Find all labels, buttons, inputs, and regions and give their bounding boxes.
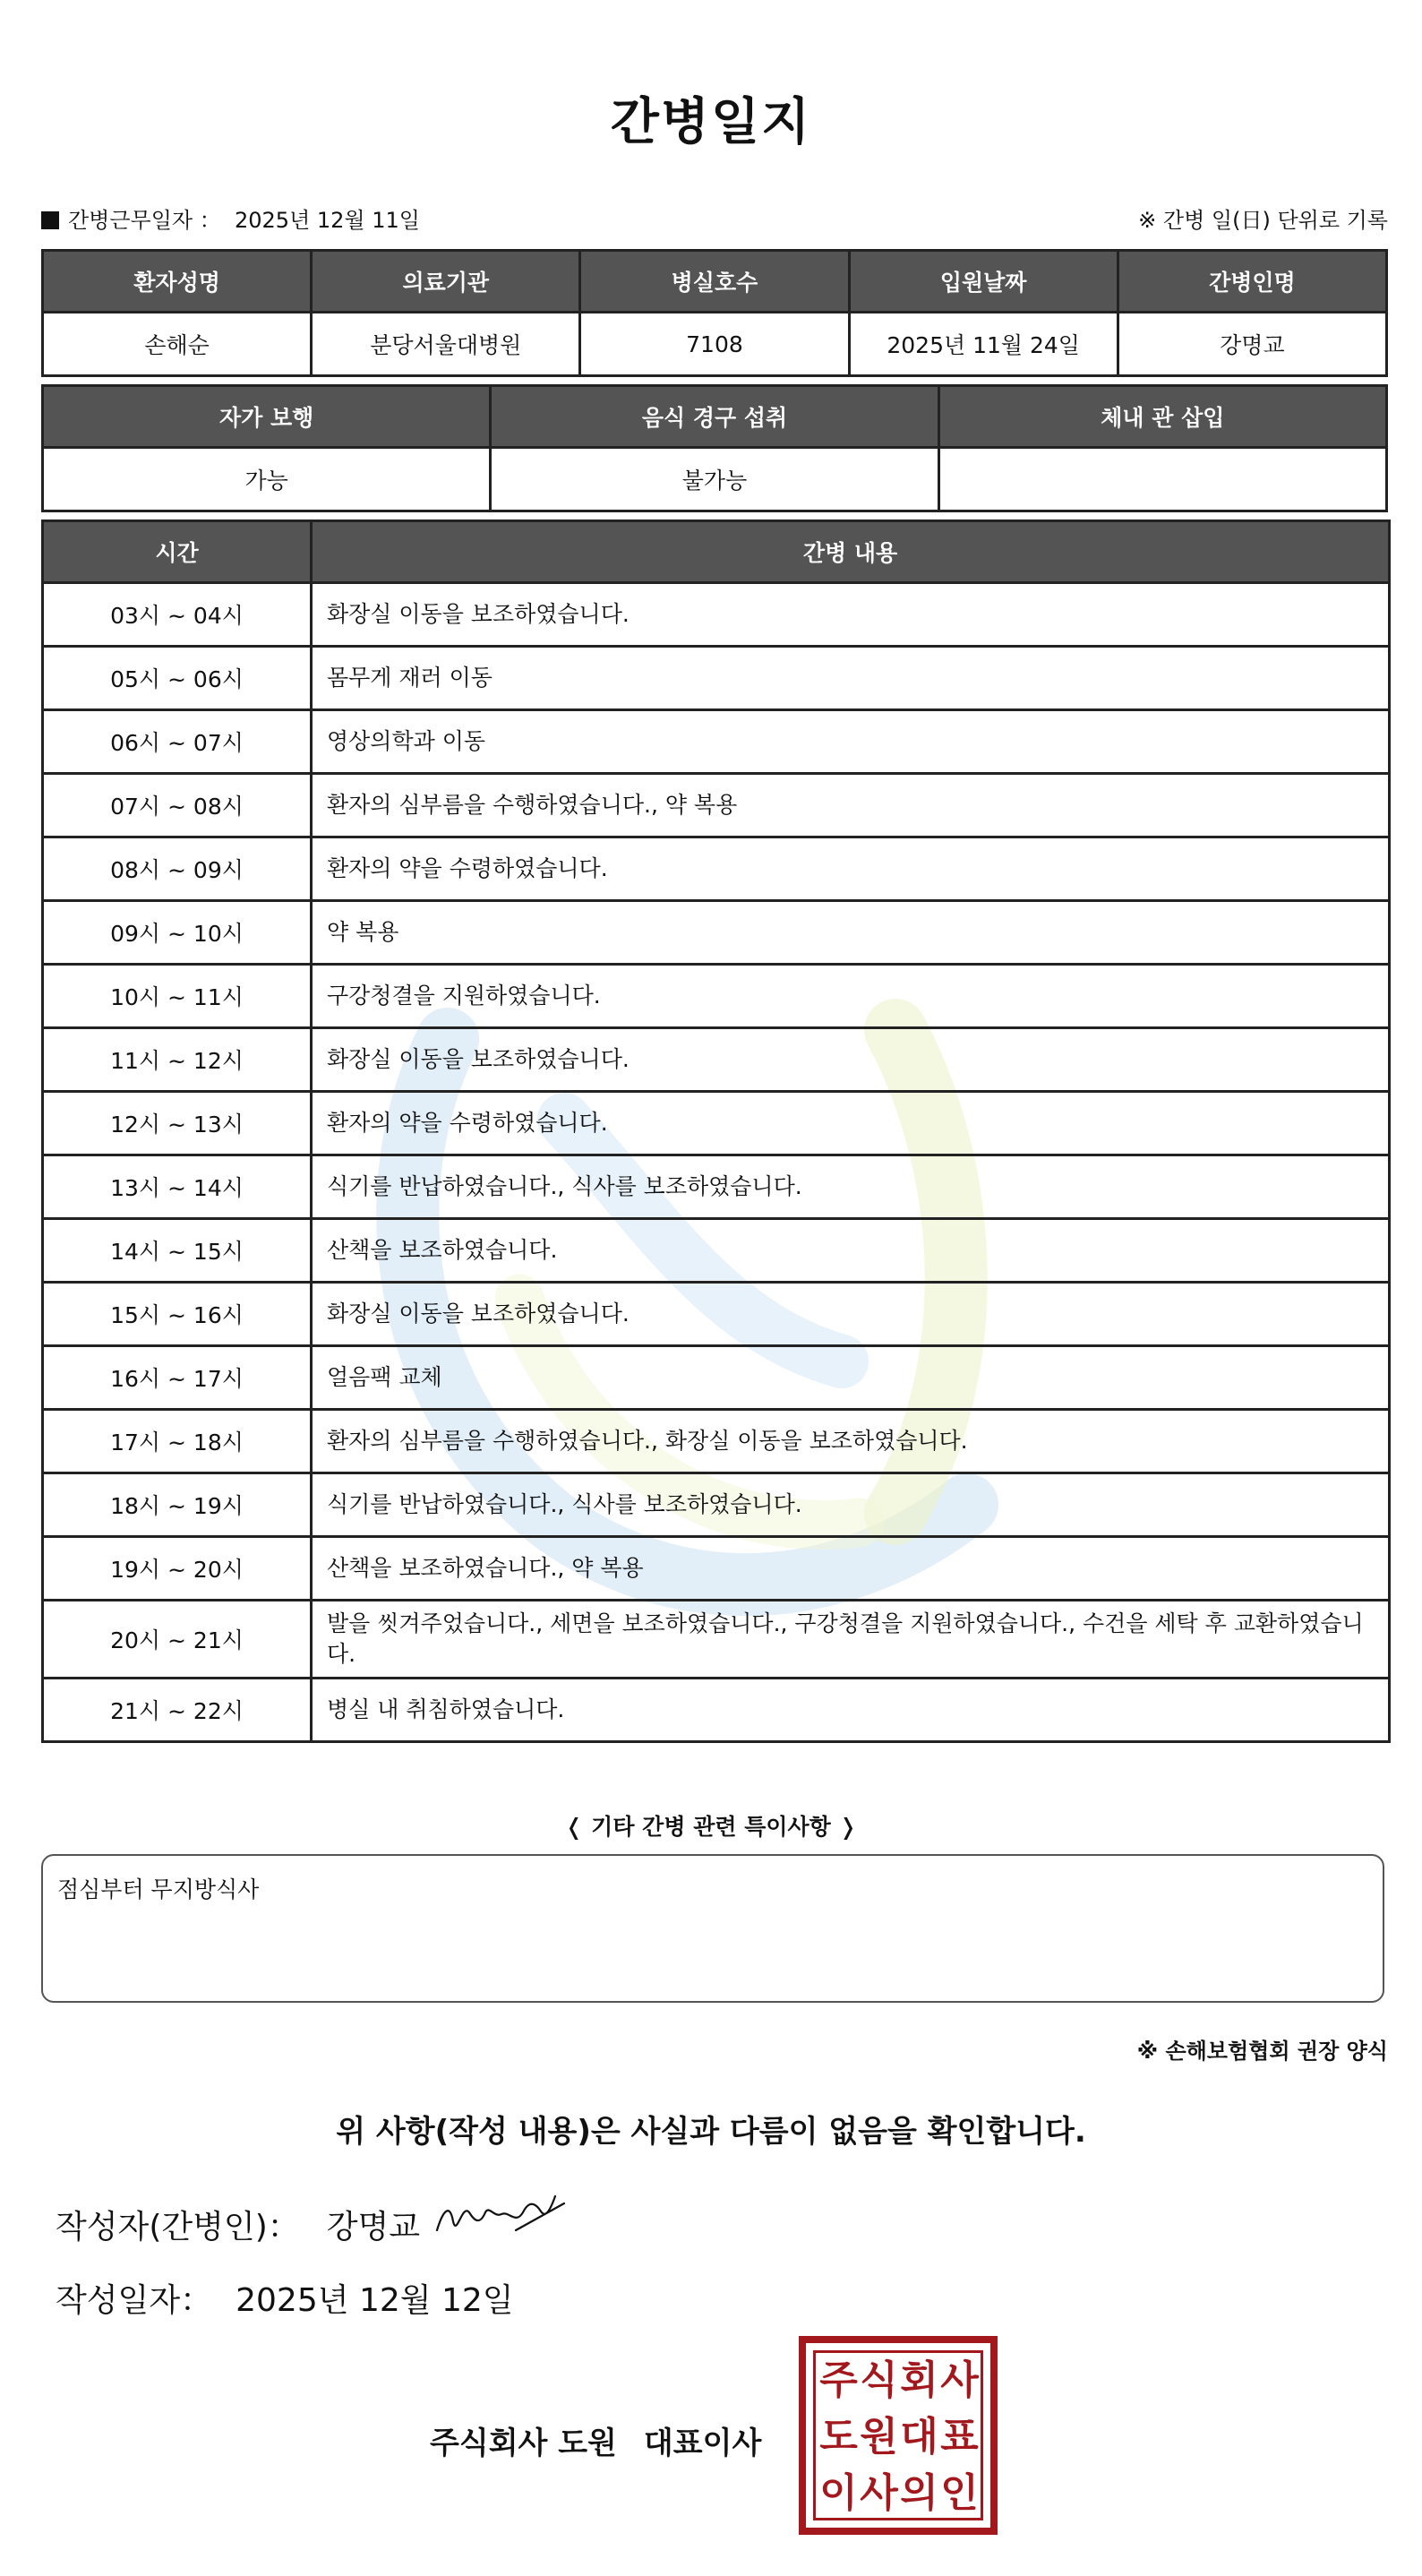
care-log-time: 07시 ~ 08시 (43, 774, 312, 837)
care-log-time: 05시 ~ 06시 (43, 647, 312, 710)
header-room: 병실호수 (580, 251, 849, 313)
patient-status-table (41, 384, 1388, 512)
care-log-row (43, 774, 1390, 837)
care-log-content: 영상의학과 이동 (312, 710, 1390, 774)
patient-info-table (41, 249, 1388, 377)
square-bullet-icon (41, 211, 59, 229)
care-log-time: 21시 ~ 22시 (43, 1679, 312, 1742)
seal-char: 인 (940, 2470, 979, 2516)
care-log-time: 06시 ~ 07시 (43, 710, 312, 774)
care-log-time: 09시 ~ 10시 (43, 901, 312, 965)
care-log-content: 화장실 이동을 보조하였습니다. (312, 1028, 1390, 1092)
seal-characters (818, 2352, 980, 2522)
care-log-table (41, 519, 1391, 1743)
seal-char: 사 (860, 2470, 898, 2516)
care-log-content: 환자의 심부름을 수행하였습니다., 화장실 이동을 보조하였습니다. (312, 1410, 1390, 1473)
company-line (430, 2418, 761, 2462)
writer-line (56, 2202, 420, 2247)
company-seal (799, 2336, 998, 2535)
seal-char: 사 (940, 2357, 979, 2403)
work-date-value: 2025년 12월 11일 (235, 208, 420, 233)
care-log-time: 15시 ~ 16시 (43, 1283, 312, 1346)
care-log-content: 구강청결을 지원하였습니다. (312, 965, 1390, 1028)
seal-char: 도 (819, 2414, 858, 2460)
care-log-time: 16시 ~ 17시 (43, 1346, 312, 1410)
page-title: 간병일지 (610, 93, 812, 151)
notes-title: ❬ 기타 간병 관련 특이사항 ❭ (564, 1814, 858, 1840)
header-oral-intake: 음식 경구 섭취 (491, 386, 938, 448)
care-log-content: 환자의 약을 수령하였습니다. (312, 1092, 1390, 1155)
care-log-row (43, 1155, 1390, 1219)
care-log-row (43, 710, 1390, 774)
company-name: 주식회사 도원 (430, 2426, 617, 2461)
value-room: 7108 (580, 313, 849, 376)
seal-char: 회 (900, 2357, 938, 2403)
care-log-content: 병실 내 취침하였습니다. (312, 1679, 1390, 1742)
care-log-row (43, 1410, 1390, 1473)
unit-note: ※ 간병 일(日) 단위로 기록 (1138, 208, 1388, 233)
care-log-content: 환자의 약을 수령하였습니다. (312, 837, 1390, 901)
header-patient-name: 환자성명 (43, 251, 312, 313)
written-date-line (56, 2275, 514, 2321)
header-care-content: 간병 내용 (312, 521, 1390, 583)
signature-icon (430, 2185, 573, 2248)
value-tube (938, 448, 1386, 511)
care-log-time: 20시 ~ 21시 (43, 1601, 312, 1679)
header-tube: 체내 관 삽입 (938, 386, 1386, 448)
care-log-content: 화장실 이동을 보조하였습니다. (312, 1283, 1390, 1346)
care-log-row (43, 1092, 1390, 1155)
care-log-time: 12시 ~ 13시 (43, 1092, 312, 1155)
care-log-time: 10시 ~ 11시 (43, 965, 312, 1028)
care-log-content: 몸무게 재러 이동 (312, 647, 1390, 710)
seal-char: 의 (900, 2470, 938, 2516)
seal-char: 식 (860, 2357, 898, 2403)
care-log-time: 14시 ~ 15시 (43, 1219, 312, 1283)
care-log-content: 산책을 보조하였습니다. (312, 1219, 1390, 1283)
value-walking: 가능 (43, 448, 491, 511)
care-log-row (43, 1601, 1390, 1679)
care-log-content: 약 복용 (312, 901, 1390, 965)
care-log-header-row (43, 521, 1390, 583)
meta-row (41, 202, 1388, 235)
patient-info-value-row (43, 313, 1387, 376)
value-admission-date: 2025년 11월 24일 (849, 313, 1118, 376)
care-log-content: 환자의 심부름을 수행하였습니다., 약 복용 (312, 774, 1390, 837)
value-hospital: 분당서울대병원 (312, 313, 580, 376)
status-header-row (43, 386, 1387, 448)
writer-label: 작성자(간병인)： (56, 2209, 300, 2245)
confirmation-statement: 위 사항(작성 내용)은 사실과 다름이 없음을 확인합니다. (336, 2114, 1086, 2150)
form-note: ※ 손해보험협회 권장 양식 (1136, 2039, 1388, 2064)
care-log-row (43, 647, 1390, 710)
care-log-time: 13시 ~ 14시 (43, 1155, 312, 1219)
work-date (41, 202, 420, 234)
header-caregiver: 간병인명 (1118, 251, 1386, 313)
value-oral-intake: 불가능 (491, 448, 938, 511)
seal-char: 대 (900, 2414, 938, 2460)
care-log-row (43, 1537, 1390, 1601)
care-log-content: 발을 씻겨주었습니다., 세면을 보조하였습니다., 구강청결을 지원하였습니다., 수건을 세탁 후 교환하였습니다. (312, 1601, 1390, 1679)
care-log-content: 얼음팩 교체 (312, 1346, 1390, 1410)
care-log-content: 식기를 반납하였습니다., 식사를 보조하였습니다. (312, 1155, 1390, 1219)
header-time: 시간 (43, 521, 312, 583)
care-log-row (43, 837, 1390, 901)
written-date-label: 작성일자： (56, 2282, 213, 2319)
written-date-value: 2025년 12월 12일 (236, 2282, 514, 2319)
care-log-row (43, 1473, 1390, 1537)
header-walking: 자가 보행 (43, 386, 491, 448)
status-value-row (43, 448, 1387, 511)
patient-info-header-row (43, 251, 1387, 313)
header-hospital: 의료기관 (312, 251, 580, 313)
care-log-row (43, 583, 1390, 647)
care-log-row (43, 1346, 1390, 1410)
care-log-time: 19시 ~ 20시 (43, 1537, 312, 1601)
care-log-row (43, 1219, 1390, 1283)
seal-char: 이 (819, 2470, 858, 2516)
notes-box: 점심부터 무지방식사 (41, 1854, 1384, 2003)
care-log-content: 식기를 반납하였습니다., 식사를 보조하였습니다. (312, 1473, 1390, 1537)
care-log-time: 08시 ~ 09시 (43, 837, 312, 901)
value-caregiver: 강명교 (1118, 313, 1386, 376)
value-patient-name: 손해순 (43, 313, 312, 376)
care-log-row (43, 1679, 1390, 1742)
care-log-time: 11시 ~ 12시 (43, 1028, 312, 1092)
header-admission-date: 입원날짜 (849, 251, 1118, 313)
writer-name: 강명교 (326, 2209, 421, 2245)
care-log-row (43, 901, 1390, 965)
seal-char: 원 (860, 2414, 898, 2460)
care-log-content: 화장실 이동을 보조하였습니다. (312, 583, 1390, 647)
care-log-content: 산책을 보조하였습니다., 약 복용 (312, 1537, 1390, 1601)
company-title: 대표이사 (643, 2426, 762, 2461)
seal-char: 주 (819, 2357, 858, 2403)
care-log-row (43, 1028, 1390, 1092)
seal-char: 표 (940, 2414, 979, 2460)
care-log-row (43, 965, 1390, 1028)
care-log-time: 03시 ~ 04시 (43, 583, 312, 647)
care-log-time: 18시 ~ 19시 (43, 1473, 312, 1537)
care-log-row (43, 1283, 1390, 1346)
care-log-time: 17시 ~ 18시 (43, 1410, 312, 1473)
work-date-label: 간병근무일자 ： (68, 208, 221, 233)
